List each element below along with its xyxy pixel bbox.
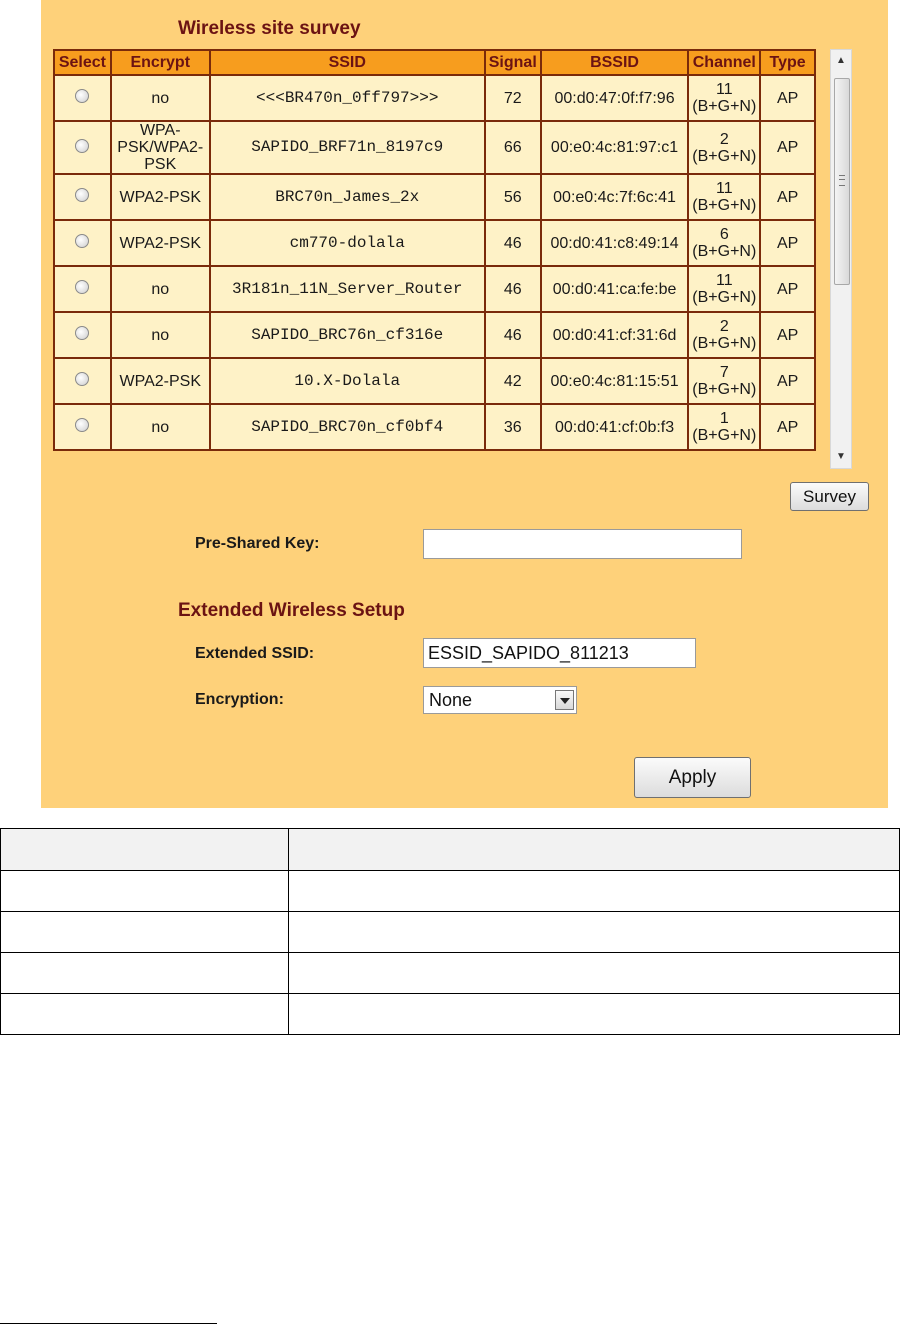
signal-cell: 46: [485, 312, 541, 358]
type-cell: AP: [760, 220, 815, 266]
column-header-signal: Signal: [485, 50, 541, 75]
encryption-label: Encryption:: [195, 691, 284, 708]
signal-cell: 36: [485, 404, 541, 450]
bssid-cell: 00:e0:4c:81:97:c1: [541, 121, 689, 174]
table-row: [54, 174, 815, 220]
encrypt-cell: WPA2-PSK: [111, 220, 210, 266]
table-cell: [1, 953, 289, 994]
column-header-encrypt: Encrypt: [111, 50, 210, 75]
bssid-cell: 00:e0:4c:7f:6c:41: [541, 174, 689, 220]
bssid-cell: 00:e0:4c:81:15:51: [541, 358, 689, 404]
encrypt-cell: no: [111, 312, 210, 358]
column-header-channel: Channel: [688, 50, 760, 75]
signal-cell: 56: [485, 174, 541, 220]
signal-cell: 42: [485, 358, 541, 404]
channel-band: (B+G+N): [692, 197, 757, 214]
table-row: [54, 358, 815, 404]
column-header-bssid: BSSID: [541, 50, 689, 75]
channel-cell: [688, 312, 760, 358]
table-header-cell: [1, 829, 289, 871]
column-header-select: Select: [54, 50, 111, 75]
encrypt-cell: WPA-PSK/WPA2-PSK: [111, 121, 210, 174]
select-cell: [54, 220, 111, 266]
type-cell: AP: [760, 75, 815, 121]
select-radio[interactable]: [75, 234, 89, 248]
table-cell: [288, 871, 899, 912]
bssid-cell: 00:d0:41:cf:31:6d: [541, 312, 689, 358]
extended-setup-title: Extended Wireless Setup: [178, 600, 405, 621]
select-radio[interactable]: [75, 139, 89, 153]
psk-input[interactable]: [423, 529, 742, 559]
select-radio[interactable]: [75, 89, 89, 103]
extended-ssid-input[interactable]: ESSID_SAPIDO_811213: [423, 638, 696, 668]
select-cell: [54, 75, 111, 121]
table-row: [1, 912, 900, 953]
encryption-select[interactable]: [423, 686, 577, 714]
type-cell: AP: [760, 358, 815, 404]
ssid-cell: 10.X-Dolala: [210, 358, 485, 404]
channel-cell: [688, 121, 760, 174]
channel-cell: [688, 404, 760, 450]
table-row: [1, 994, 900, 1035]
select-radio[interactable]: [75, 280, 89, 294]
signal-cell: 46: [485, 266, 541, 312]
apply-button[interactable]: Apply: [634, 757, 751, 798]
survey-table: [53, 49, 816, 451]
scroll-down-icon[interactable]: ▼: [836, 451, 846, 462]
table-header-cell: [288, 829, 899, 871]
scroll-up-icon[interactable]: ▲: [836, 55, 846, 66]
table-cell: [1, 871, 289, 912]
survey-title: Wireless site survey: [178, 18, 361, 39]
channel-number: 7: [719, 364, 729, 381]
channel-cell: [688, 174, 760, 220]
encrypt-cell: no: [111, 266, 210, 312]
bssid-cell: 00:d0:41:ca:fe:be: [541, 266, 689, 312]
table-row: [54, 404, 815, 450]
table-row: [1, 953, 900, 994]
select-cell: [54, 121, 111, 174]
survey-scroll-area[interactable]: [53, 49, 816, 469]
table-row: [54, 121, 815, 174]
channel-number: 11: [716, 272, 733, 289]
footnote-divider: [0, 1323, 217, 1324]
channel-number: 2: [719, 130, 729, 148]
table-row: [54, 266, 815, 312]
channel-number: 11: [716, 180, 733, 197]
table-row: [1, 871, 900, 912]
table-cell: [288, 953, 899, 994]
channel-cell: [688, 220, 760, 266]
channel-cell: [688, 266, 760, 312]
type-cell: AP: [760, 312, 815, 358]
table-header-row: [1, 829, 900, 871]
table-row: [54, 220, 815, 266]
channel-band: (B+G+N): [692, 289, 757, 306]
scroll-thumb[interactable]: [834, 78, 850, 285]
survey-scrollbar[interactable]: [830, 49, 852, 469]
psk-label: Pre-Shared Key:: [195, 535, 320, 552]
type-cell: AP: [760, 266, 815, 312]
encrypt-cell: WPA2-PSK: [111, 174, 210, 220]
bssid-cell: 00:d0:47:0f:f7:96: [541, 75, 689, 121]
chevron-down-icon[interactable]: [555, 690, 574, 710]
channel-cell: [688, 358, 760, 404]
encrypt-cell: no: [111, 75, 210, 121]
channel-number: 2: [719, 318, 729, 335]
channel-number: 1: [719, 410, 729, 427]
channel-band: (B+G+N): [692, 243, 757, 260]
bssid-cell: 00:d0:41:cf:0b:f3: [541, 404, 689, 450]
table-cell: [288, 912, 899, 953]
signal-cell: 66: [485, 121, 541, 174]
survey-header-row: [54, 50, 815, 75]
ssid-cell: 3R181n_11N_Server_Router: [210, 266, 485, 312]
channel-number: 6: [719, 226, 729, 243]
table-cell: [288, 994, 899, 1035]
signal-cell: 72: [485, 75, 541, 121]
channel-number: 11: [716, 81, 733, 98]
select-radio[interactable]: [75, 372, 89, 386]
extended-ssid-label: Extended SSID:: [195, 645, 315, 662]
description-table: [0, 828, 900, 1035]
encrypt-cell: no: [111, 404, 210, 450]
channel-band: (B+G+N): [692, 381, 757, 398]
select-cell: [54, 358, 111, 404]
encrypt-cell: WPA2-PSK: [111, 358, 210, 404]
select-cell: [54, 266, 111, 312]
select-cell: [54, 312, 111, 358]
select-radio[interactable]: [75, 188, 89, 202]
ssid-cell: SAPIDO_BRF71n_8197c9: [210, 121, 485, 174]
ssid-cell: BRC70n_James_2x: [210, 174, 485, 220]
table-row: [54, 75, 815, 121]
survey-button[interactable]: Survey: [790, 482, 869, 511]
encryption-selected-value: None: [429, 690, 473, 710]
select-radio[interactable]: [75, 418, 89, 432]
table-row: [54, 312, 815, 358]
select-cell: [54, 174, 111, 220]
ssid-cell: SAPIDO_BRC70n_cf0bf4: [210, 404, 485, 450]
type-cell: AP: [760, 174, 815, 220]
grip-icon: [839, 175, 845, 186]
select-radio[interactable]: [75, 326, 89, 340]
channel-band: (B+G+N): [692, 427, 757, 444]
ssid-cell: cm770-dolala: [210, 220, 485, 266]
survey-table-container: [53, 49, 853, 469]
bssid-cell: 00:d0:41:c8:49:14: [541, 220, 689, 266]
channel-cell: [688, 75, 760, 121]
signal-cell: 46: [485, 220, 541, 266]
type-cell: AP: [760, 121, 815, 174]
table-cell: [1, 912, 289, 953]
select-cell: [54, 404, 111, 450]
table-cell: [1, 994, 289, 1035]
channel-band: (B+G+N): [692, 98, 757, 115]
channel-band: (B+G+N): [692, 147, 757, 165]
column-header-type: Type: [760, 50, 815, 75]
type-cell: AP: [760, 404, 815, 450]
ssid-cell: <<<BR470n_0ff797>>>: [210, 75, 485, 121]
column-header-ssid: SSID: [210, 50, 485, 75]
ssid-cell: SAPIDO_BRC76n_cf316e: [210, 312, 485, 358]
channel-band: (B+G+N): [692, 335, 757, 352]
